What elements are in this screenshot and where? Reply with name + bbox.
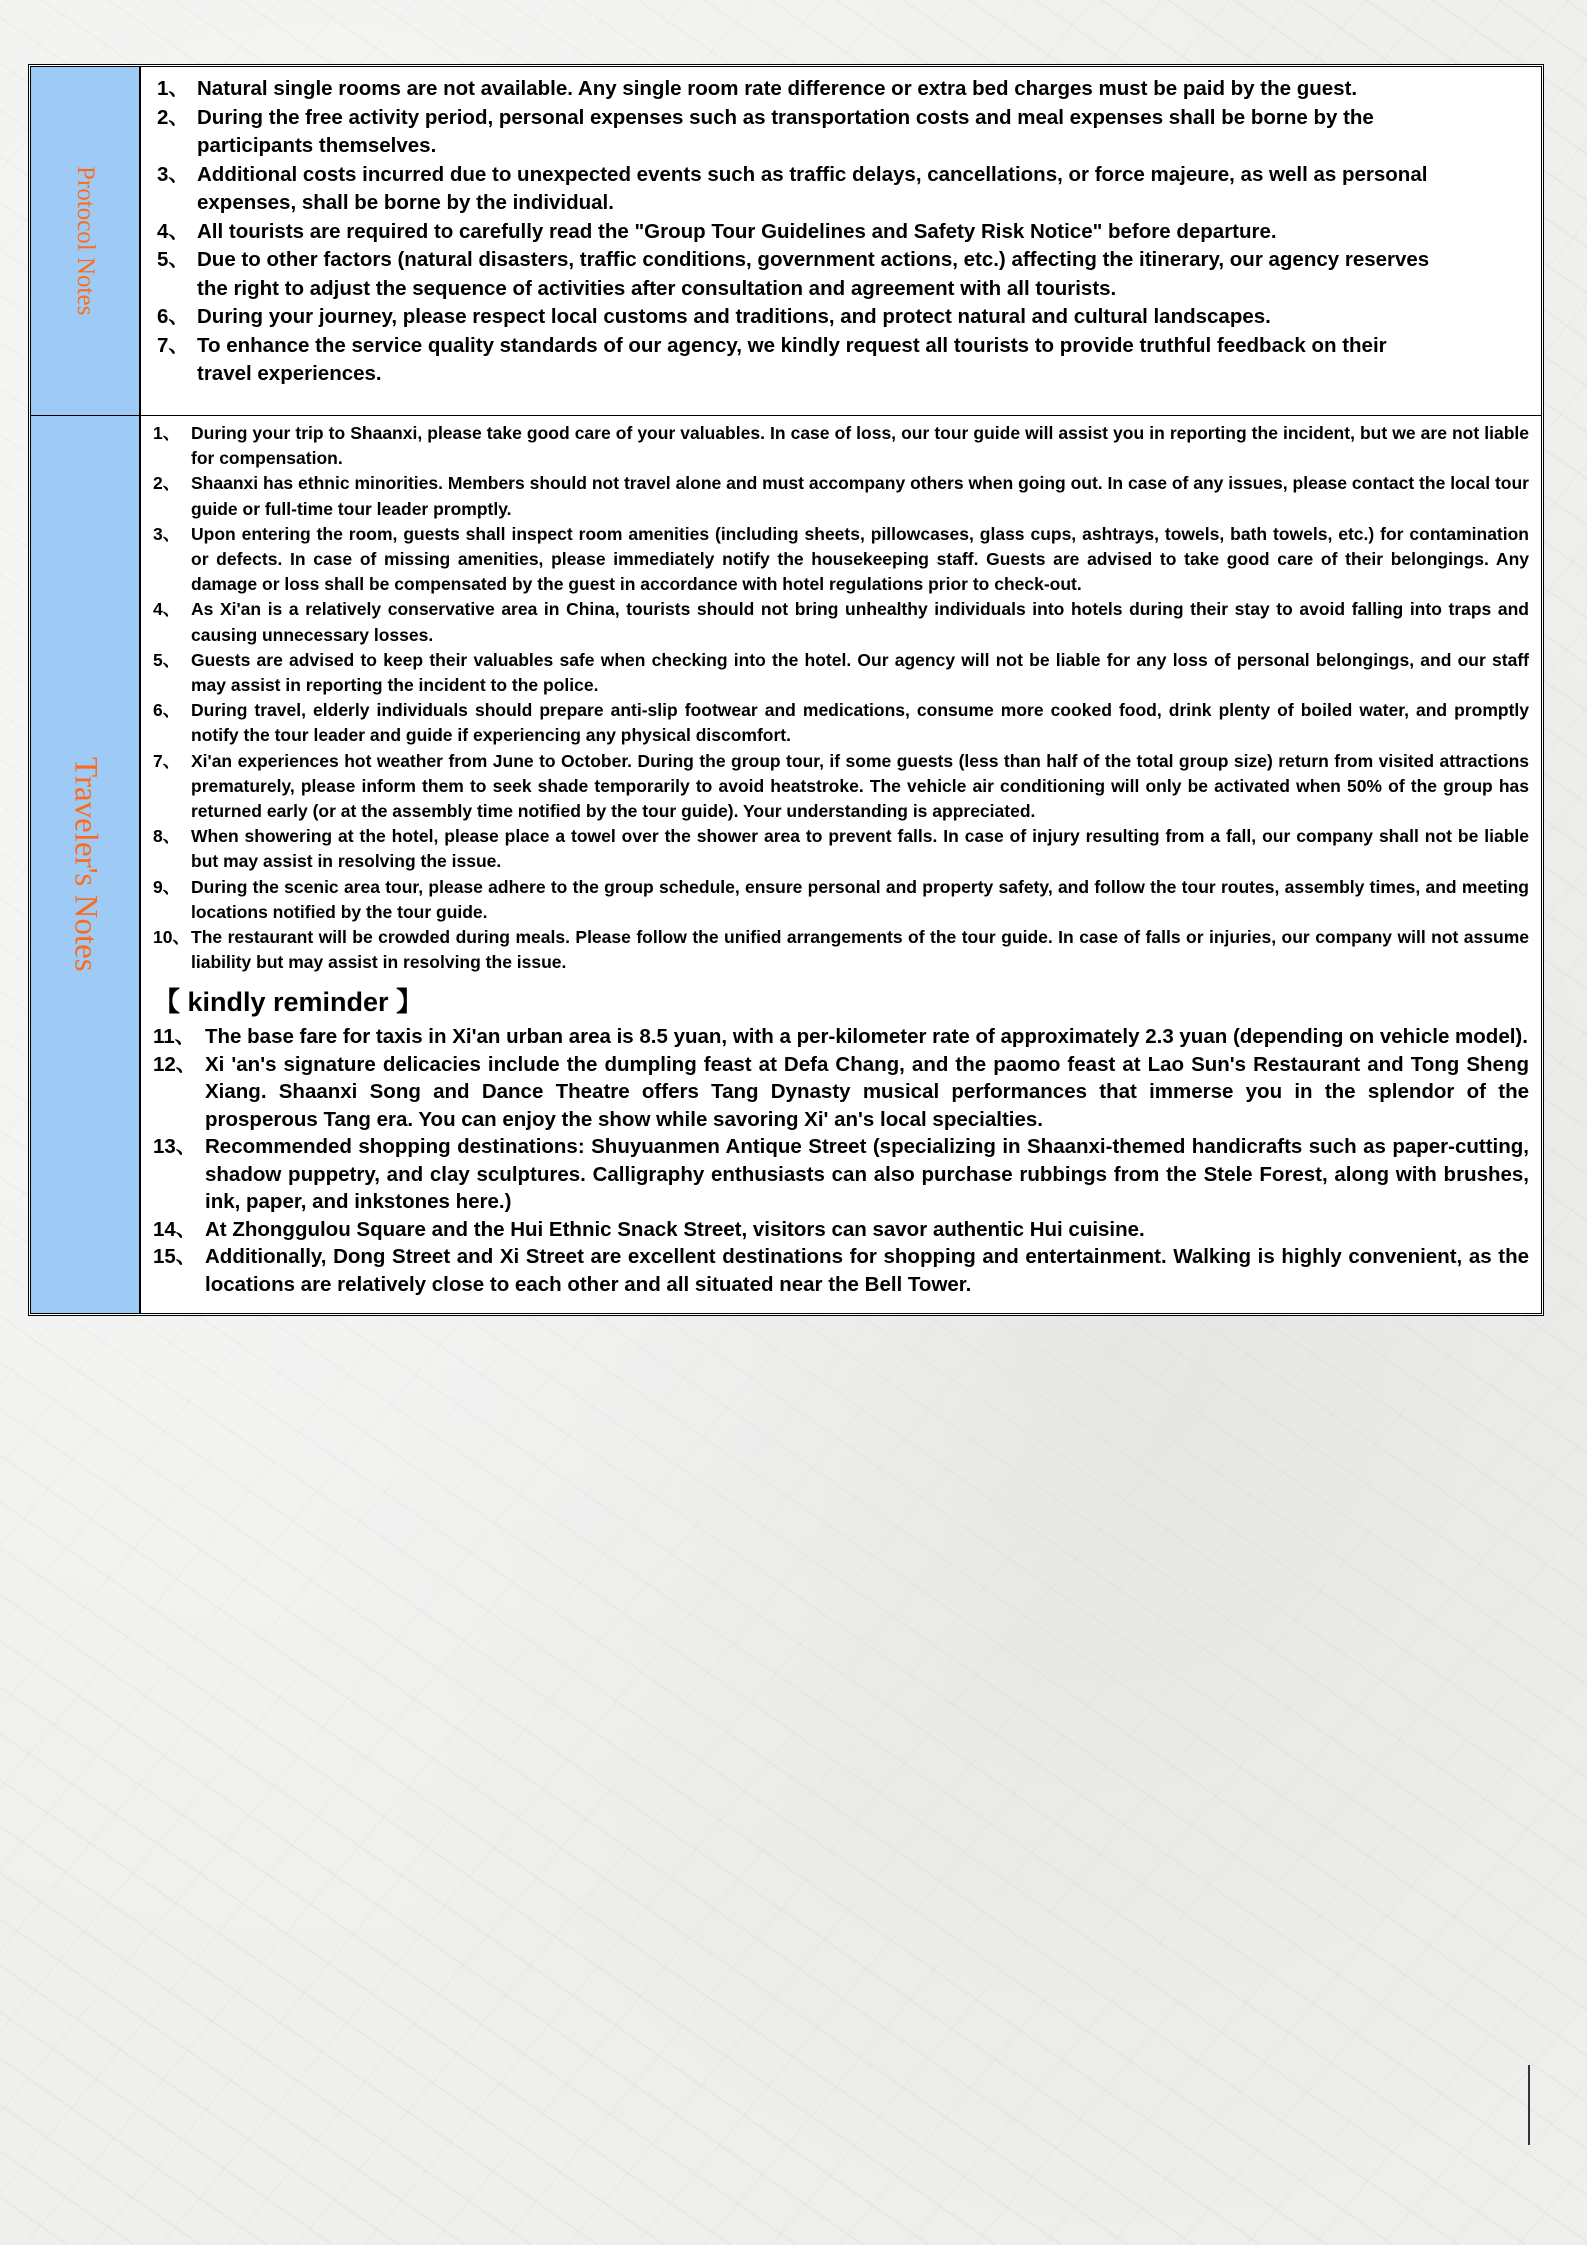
item-number: 1、 <box>153 423 181 443</box>
item-text: Additional costs incurred due to unexpected events such as traffic delays, cancellations, or force majeure, as well as personal expenses, shall be borne by the individual. <box>197 162 1428 214</box>
item-text: All tourists are required to carefully read the "Group Tour Guidelines and Safety Risk Notice" before departure. <box>197 219 1277 243</box>
travelers-notes-list <box>153 421 1529 975</box>
item-number: 12、 <box>153 1052 197 1076</box>
item-number: 4、 <box>157 219 189 243</box>
item-text: Additionally, Dong Street and Xi Street are excellent destinations for shopping and entertainment. Walking is highly convenient, as the locations are relatively close to each other and all situated near the Bell Tower. <box>205 1245 1529 1296</box>
item-number: 7、 <box>153 750 181 771</box>
item-number: 13、 <box>153 1135 197 1159</box>
list-item <box>153 1243 1529 1298</box>
notes-table <box>28 64 1544 1316</box>
list-item <box>153 421 1529 471</box>
item-text: At Zhonggulou Square and the Hui Ethnic Snack Street, visitors can savor authentic Hui cuisine. <box>205 1217 1145 1241</box>
list-item <box>153 824 1529 874</box>
list-item <box>153 471 1529 521</box>
list-item <box>153 698 1529 748</box>
item-text: Guests are advised to keep their valuables safe when checking into the hotel. Our agency will not be liable for any loss of personal belongings, and our staff may assist in reporting the incident to the police. <box>191 649 1529 696</box>
item-number: 2、 <box>157 105 189 129</box>
list-item <box>157 332 1441 389</box>
item-text: During your journey, please respect local customs and traditions, and protect natural and cultural landscapes. <box>197 305 1271 328</box>
item-number: 9、 <box>153 876 181 897</box>
item-text: Upon entering the room, guests shall inspect room amenities (including sheets, pillowcases, glass cups, ashtrays, towels, bath towels, etc.) for contamination or defects. In case of missing amenities, please immediately notify the housekeeping staff. Guests are advised to take good care of their belongings. Any damage or loss shall be compensated by the guest in accordance with hotel regulations prior to check-out. <box>191 523 1529 595</box>
item-text: During the scenic area tour, please adhere to the group schedule, ensure personal and property safety, and follow the tour routes, assembly times, and meeting locations notified by the tour guide. <box>191 876 1529 922</box>
list-item <box>157 161 1441 218</box>
item-text: The restaurant will be crowded during meals. Please follow the unified arrangements of the tour guide. In case of falls or injuries, our company will not assume liability but may assist in resolving the issue. <box>191 927 1529 973</box>
protocol-notes-section <box>31 67 1541 415</box>
item-text: Shaanxi has ethnic minorities. Members should not travel alone and must accompany others when going out. In case of any issues, please contact the local tour guide or full-time tour leader promptly. <box>191 473 1529 519</box>
list-item <box>153 648 1529 698</box>
item-number: 8、 <box>153 826 181 847</box>
item-text: During travel, elderly individuals should prepare anti-slip footwear and medications, consume more cooked food, drink plenty of boiled water, and promptly notify the tour leader and guide if experiencing any physical discomfort. <box>191 700 1529 746</box>
item-text: Xi'an experiences hot weather from June to October. During the group tour, if some guests (less than half of the total group size) return from visited attractions prematurely, please inform them to seek shade temporarily to avoid heatstroke. The vehicle air conditioning will only be activated when 50% of the group has returned early (or at the assembly time notified by the tour guide). Your understanding is appreciated. <box>191 750 1529 822</box>
item-text: As Xi'an is a relatively conservative area in China, tourists should not bring unhealthy individuals into hotels during their stay to avoid falling into traps and causing unnecessary losses. <box>191 599 1529 645</box>
page-edge-marker <box>1528 2065 1530 2145</box>
item-text: The base fare for taxis in Xi'an urban area is 8.5 yuan, with a per-kilometer rate of approximately 2.3 yuan (depending on vehicle model). <box>205 1025 1528 1049</box>
kindly-reminder-heading: 【 kindly reminder 】 <box>153 987 424 1018</box>
item-text: Xi 'an's signature delicacies include the dumpling feast at Defa Chang, and the paomo feast at Lao Sun's Restaurant and Tong Sheng Xiang. Shaanxi Song and Dance Theatre offers Tang Dynasty musical performances that immerse you in the splendor of the prosperous Tang era. You can enjoy the show while savoring Xi' an's local specialties. <box>205 1052 1529 1131</box>
list-item <box>157 246 1441 303</box>
travelers-notes-label-cell <box>31 416 141 1313</box>
list-item <box>153 875 1529 925</box>
item-number: 10、 <box>153 927 190 948</box>
travelers-notes-label: Traveler's Notes <box>67 757 104 972</box>
item-number: 2、 <box>153 473 181 494</box>
item-number: 5、 <box>153 649 181 670</box>
list-item <box>153 597 1529 647</box>
item-number: 3、 <box>153 523 181 544</box>
item-number: 15、 <box>153 1245 197 1269</box>
list-item <box>153 1051 1529 1134</box>
item-text: Recommended shopping destinations: Shuyuanmen Antique Street (specializing in Shaanxi-themed handicrafts such as paper-cutting, shadow puppetry, and clay sculptures. Calligraphy enthusiasts can also purchase rubbings from the Stele Forest, along with brushes, ink, paper, and inkstones here.) <box>205 1135 1529 1214</box>
item-number: 6、 <box>153 700 181 721</box>
list-item <box>153 1216 1529 1244</box>
item-number: 7、 <box>157 333 189 357</box>
item-number: 3、 <box>157 162 189 186</box>
item-text: During the free activity period, personal expenses such as transportation costs and meal expenses shall be borne by the participants themselves. <box>197 105 1374 157</box>
item-number: 11、 <box>153 1025 196 1049</box>
item-text: To enhance the service quality standards of our agency, we kindly request all tourists to provide truthful feedback on their travel experiences. <box>197 333 1387 385</box>
list-item <box>153 522 1529 598</box>
travelers-notes-section <box>31 415 1541 1313</box>
protocol-notes-list <box>141 67 1541 415</box>
item-number: 4、 <box>153 599 181 620</box>
item-text: When showering at the hotel, please place a towel over the shower area to prevent falls. In case of injury resulting from a fall, our company shall not be liable but may assist in resolving the issue. <box>191 826 1529 872</box>
item-text: During your trip to Shaanxi, please take good care of your valuables. In case of loss, our tour guide will assist you in reporting the incident, but we are not liable for compensation. <box>191 423 1529 469</box>
kindly-reminder-list <box>153 1023 1529 1298</box>
list-item <box>153 749 1529 825</box>
protocol-notes-label: Protocol Notes <box>72 166 99 316</box>
item-number: 1、 <box>157 77 189 100</box>
list-item <box>157 75 1441 104</box>
item-number: 14、 <box>153 1217 197 1241</box>
travelers-notes-content <box>141 416 1541 1313</box>
item-text: Natural single rooms are not available. Any single room rate difference or extra bed charges must be paid by the guest. <box>197 77 1358 100</box>
item-number: 5、 <box>157 248 189 271</box>
item-number: 6、 <box>157 305 189 328</box>
list-item <box>153 925 1529 975</box>
item-text: Due to other factors (natural disasters, traffic conditions, government actions, etc.) affecting the itinerary, our agency reserves the right to adjust the sequence of activities after consultation and agreement with all tourists. <box>197 248 1430 300</box>
list-item <box>157 104 1441 161</box>
protocol-notes-label-cell <box>31 67 141 415</box>
list-item <box>153 1023 1529 1051</box>
list-item <box>157 303 1441 332</box>
list-item <box>157 218 1441 247</box>
list-item <box>153 1133 1529 1216</box>
